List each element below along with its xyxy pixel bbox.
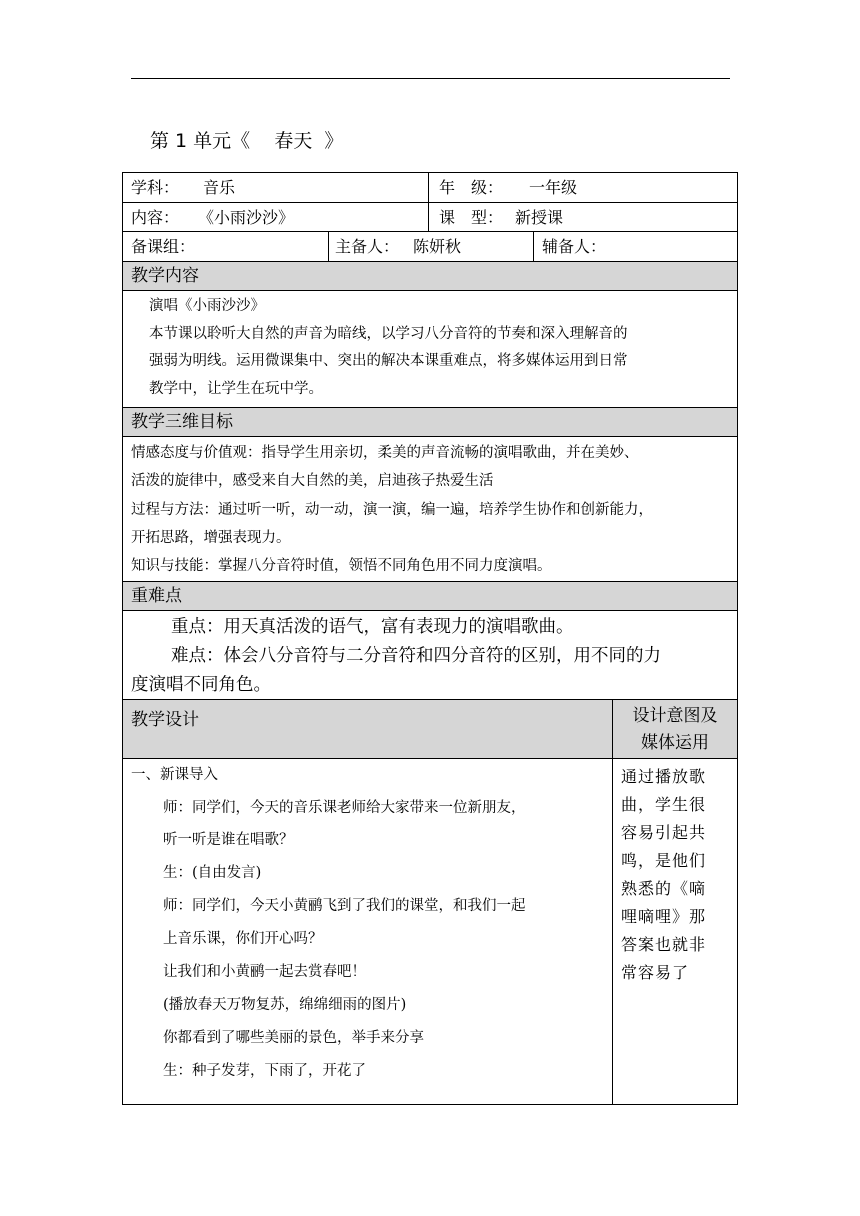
key-points-header: 重难点 bbox=[123, 582, 737, 611]
header-rule bbox=[131, 78, 730, 79]
objective-line: 情感态度与价值观：指导学生用亲切，柔美的声音流畅的演唱歌曲，并在美妙、 bbox=[131, 445, 639, 461]
design-line: 生：(自由发言) bbox=[163, 865, 262, 881]
assist-label: 辅备人： bbox=[542, 237, 607, 256]
design-body bbox=[123, 759, 612, 1104]
design-side-line: 熟悉的《嘀 bbox=[621, 879, 707, 898]
content-line: 演唱《小雨沙沙》 bbox=[149, 298, 265, 314]
design-side-header bbox=[612, 700, 737, 758]
teaching-content-header: 教学内容 bbox=[123, 262, 737, 291]
design-line: 上音乐课，你们开心吗？ bbox=[163, 931, 323, 947]
design-line: 师：同学们，今天小黄鹂飞到了我们的课堂，和我们一起 bbox=[163, 898, 526, 914]
assist-cell bbox=[533, 232, 737, 261]
lead-value: 陈妍秋 bbox=[413, 237, 462, 256]
content-label: 内容： bbox=[131, 208, 180, 227]
objective-line: 活泼的旋律中，感受来自大自然的美，启迪孩子热爱生活 bbox=[131, 473, 494, 489]
design-side-line: 鸣，是他们 bbox=[621, 851, 707, 870]
subject-value: 音乐 bbox=[203, 178, 236, 197]
design-side-line: 容易引起共 bbox=[621, 823, 707, 842]
content-line: 本节课以聆听大自然的声音为暗线，以学习八分音符的节奏和深入理解音的 bbox=[149, 326, 628, 342]
content-line: 教学中，让学生在玩中学。 bbox=[149, 381, 323, 397]
design-header: 教学设计 bbox=[131, 710, 199, 730]
grade-value: 一年级 bbox=[529, 178, 578, 197]
objectives-header: 教学三维目标 bbox=[123, 408, 737, 437]
objective-line: 开拓思路，增强表现力。 bbox=[131, 530, 291, 546]
content-line: 强弱为明线。运用微课集中、突出的解决本课重难点，将多媒体运用到日常 bbox=[149, 353, 628, 369]
design-line: 一、新课导入 bbox=[131, 767, 218, 783]
lesson-plan-table bbox=[122, 172, 738, 1105]
design-side-header-line: 设计意图及 bbox=[632, 706, 718, 726]
design-line: (播放春天万物复苏，绵绵细雨的图片) bbox=[163, 997, 407, 1013]
objectives-body bbox=[123, 437, 737, 582]
key-points-body bbox=[123, 611, 737, 700]
design-line: 听一听是谁在唱歌？ bbox=[163, 832, 294, 848]
design-side-header-line: 媒体运用 bbox=[641, 733, 709, 753]
content-cell bbox=[123, 203, 428, 231]
design-side-line: 哩嘀哩》那 bbox=[621, 907, 707, 926]
subject-cell bbox=[123, 173, 428, 202]
teaching-content-body bbox=[123, 291, 737, 408]
difficult-point-line: 难点：体会八分音符与二分音符和四分音符的区别，用不同的力 bbox=[171, 646, 661, 666]
subject-label: 学科： bbox=[131, 178, 180, 197]
objective-line: 过程与方法：通过听一听，动一动，演一演，编一遍，培养学生协作和创新能力， bbox=[131, 502, 653, 518]
grade-label: 年 级： bbox=[439, 178, 504, 197]
design-side-line: 通过播放歌 bbox=[621, 767, 707, 786]
type-label: 课 型： bbox=[439, 208, 504, 227]
lead-cell bbox=[328, 232, 533, 261]
group-label: 备课组： bbox=[131, 237, 196, 256]
lead-label: 主备人： bbox=[335, 237, 400, 256]
difficult-point-line-cont: 度演唱不同角色。 bbox=[131, 675, 271, 695]
design-line: 生：种子发芽，下雨了，开花了 bbox=[163, 1063, 366, 1079]
design-side-line: 常容易了 bbox=[621, 963, 690, 982]
unit-title: 第 1 单元《 春天 》 bbox=[150, 130, 344, 152]
type-value: 新授课 bbox=[515, 208, 564, 227]
type-cell bbox=[428, 203, 737, 231]
design-side-line: 答案也就非 bbox=[621, 935, 707, 954]
group-cell bbox=[123, 232, 328, 261]
design-line: 师：同学们，今天的音乐课老师给大家带来一位新朋友， bbox=[163, 800, 526, 816]
info-row-subject bbox=[123, 173, 737, 203]
info-row-staff bbox=[123, 232, 737, 262]
content-value: 《小雨沙沙》 bbox=[198, 208, 295, 227]
design-body-row bbox=[123, 759, 737, 1104]
design-side-body bbox=[612, 759, 737, 1104]
info-row-content bbox=[123, 203, 737, 232]
grade-cell bbox=[428, 173, 737, 202]
design-side-line: 曲，学生很 bbox=[621, 795, 707, 814]
objective-line: 知识与技能：掌握八分音符时值，领悟不同角色用不同力度演唱。 bbox=[131, 558, 552, 574]
design-header-row bbox=[123, 700, 737, 759]
design-line: 让我们和小黄鹂一起去赏春吧！ bbox=[163, 964, 366, 980]
key-point-line: 重点：用天真活泼的语气，富有表现力的演唱歌曲。 bbox=[171, 617, 574, 637]
design-line: 你都看到了哪些美丽的景色，举手来分享 bbox=[163, 1030, 424, 1046]
